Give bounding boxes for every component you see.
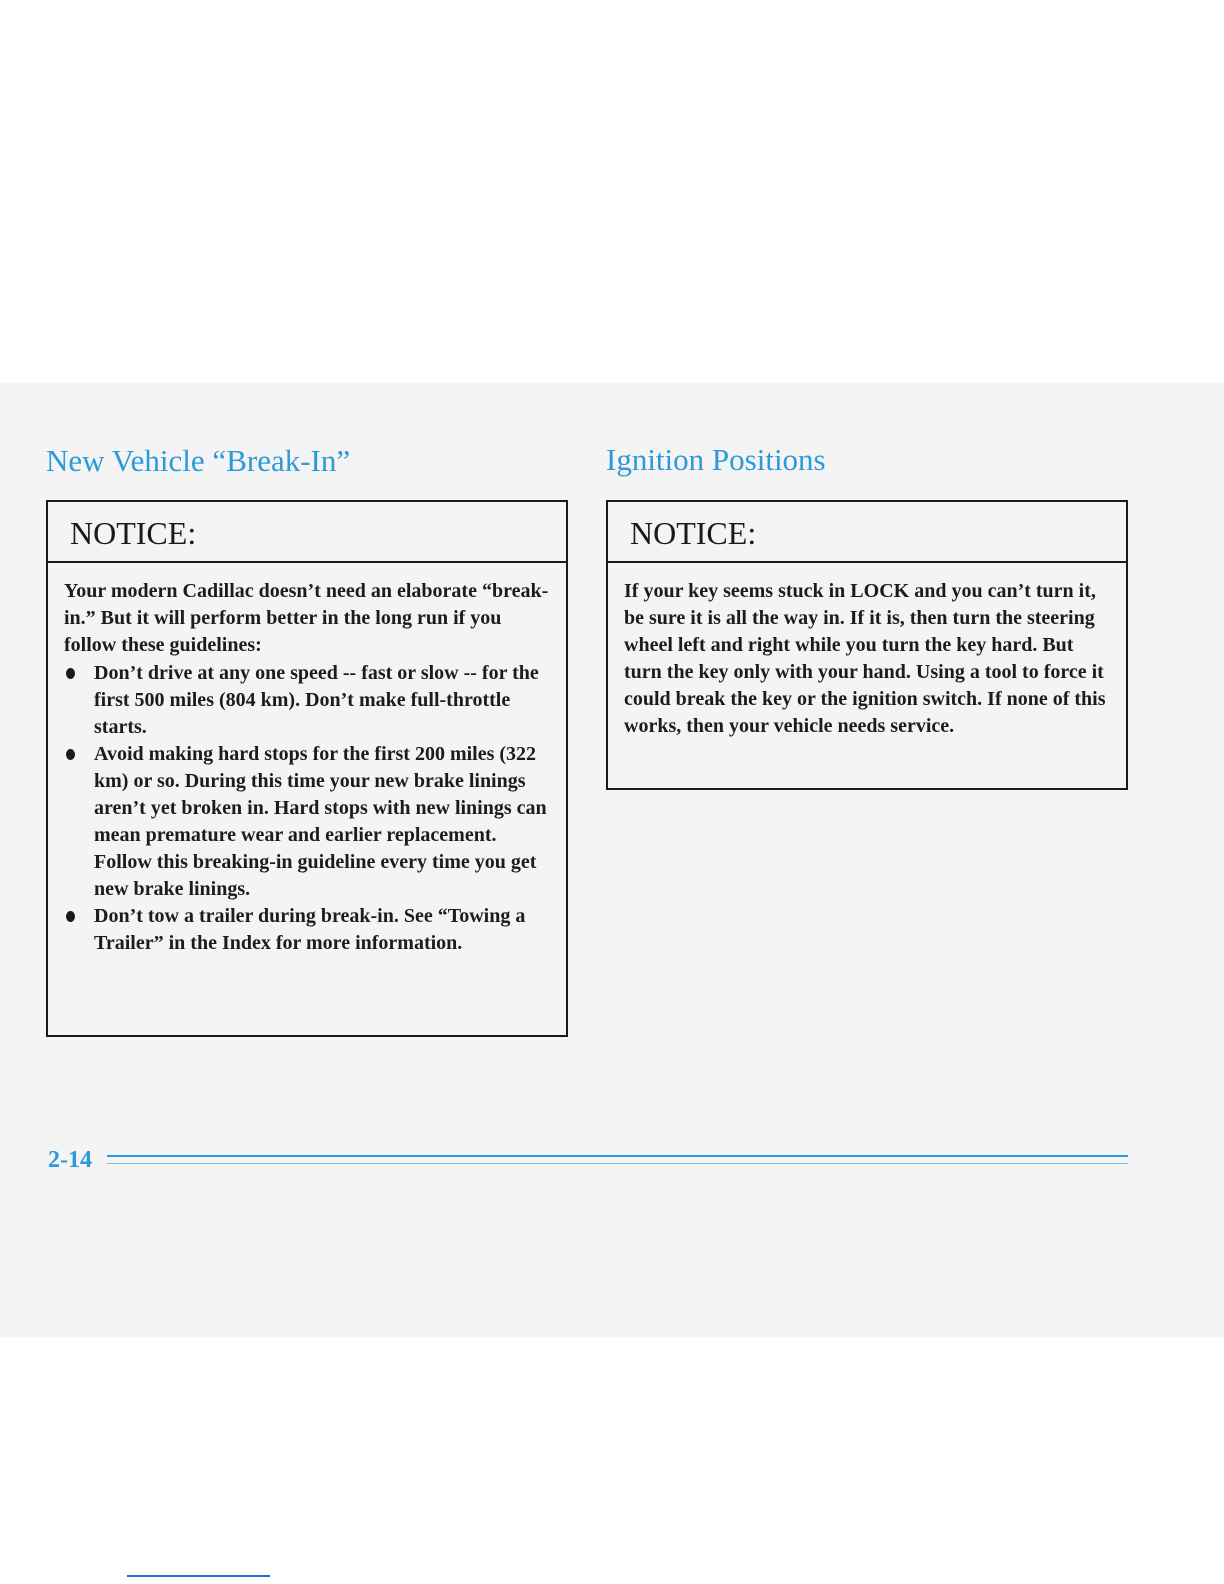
bottom-edge-mark bbox=[127, 1575, 270, 1577]
bullet-icon bbox=[66, 749, 75, 760]
notice-text: If your key seems stuck in LOCK and you can’t turn it, be sure it is all the way in. If it is, then turn the steering wheel left and right while you turn the key hard. But turn the key only with your hand. Using a tool to force it could break the key or the ignition switch. If none of this works, then your vehicle needs service. bbox=[624, 580, 1106, 737]
page-footer bbox=[46, 1146, 1128, 1174]
list-item bbox=[64, 741, 554, 903]
page-number: 2-14 bbox=[48, 1147, 92, 1173]
bullet-icon bbox=[66, 911, 75, 922]
list-item bbox=[64, 903, 554, 957]
list-item-text: Don’t drive at any one speed -- fast or slow -- for the first 500 miles (804 km). Don’t make full-throttle starts. bbox=[94, 662, 539, 738]
list-item bbox=[64, 660, 554, 741]
notice-body bbox=[48, 563, 566, 957]
list-item-text: Avoid making hard stops for the first 200 miles (322 km) or so. During this time your new brake linings aren’t yet broken in. Hard stops with new linings can mean premature wear and earlier replacement. Follow this breaking-in guideline every time you get new brake linings. bbox=[94, 743, 547, 900]
bullet-icon bbox=[66, 668, 75, 679]
notice-heading: NOTICE: bbox=[608, 502, 1126, 563]
footer-rule bbox=[107, 1155, 1128, 1157]
notice-box-ignition bbox=[606, 500, 1128, 790]
notice-body bbox=[608, 563, 1126, 740]
footer-rule-thin bbox=[107, 1163, 1128, 1164]
section-title-break-in: New Vehicle “Break-In” bbox=[46, 443, 351, 478]
notice-box-break-in bbox=[46, 500, 568, 1037]
notice-intro: Your modern Cadillac doesn’t need an elaborate “break-in.” But it will perform better in the long run if you follow these guidelines: bbox=[64, 580, 549, 656]
section-title-ignition-positions: Ignition Positions bbox=[606, 442, 826, 477]
list-item-text: Don’t tow a trailer during break-in. See “Towing a Trailer” in the Index for more information. bbox=[94, 905, 526, 954]
guideline-list bbox=[64, 660, 554, 957]
notice-heading: NOTICE: bbox=[48, 502, 566, 563]
